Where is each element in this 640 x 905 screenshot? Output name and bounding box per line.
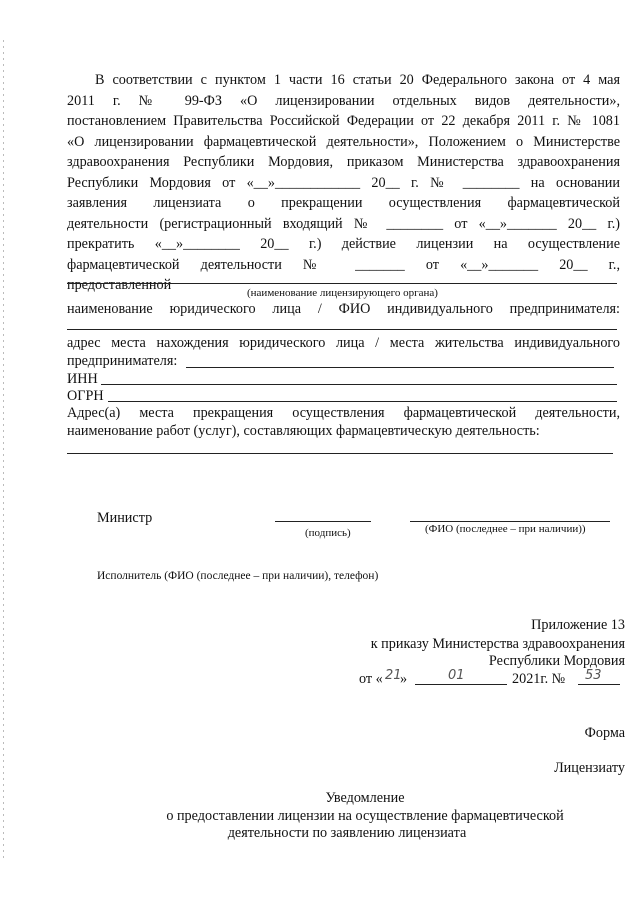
recipient-label: Лицензиату: [554, 760, 625, 776]
licensing-org-line: [67, 283, 617, 284]
executor-label: Исполнитель (ФИО (последнее – при наличии), телефон): [97, 570, 379, 582]
body-line: прекратить «__»________ 20__ г.) действие лицензии на осуществление: [67, 236, 620, 252]
notice-title: Уведомление: [325, 790, 405, 806]
entity-label: наименование юридического лица / ФИО индивидуального предпринимателя:: [67, 301, 620, 317]
termination-label: Адрес(а) места прекращения осуществления фармацевтической деятельности,: [67, 405, 620, 421]
body-line: здравоохранения Республики Мордовия, приказом Министерства здравоохранения: [67, 154, 620, 170]
date-prefix: от «: [359, 671, 383, 687]
address-label-cont: предпринимателя:: [67, 353, 178, 369]
signature-caption: (подпись): [305, 527, 351, 539]
appendix-title: Приложение 13: [531, 617, 625, 633]
ogrn-label: ОГРН: [67, 388, 104, 404]
fio-caption: (ФИО (последнее – при наличии)): [425, 523, 586, 535]
minister-label: Министр: [97, 510, 153, 526]
notice-subtitle-cont: деятельности по заявлению лицензиата: [227, 825, 467, 841]
body-line: постановлением Правительства Российской Федерации от 22 декабря 2011 г. № 1081: [67, 113, 620, 129]
termination-label-cont: наименование работ (услуг), составляющих фармацевтическую деятельность:: [67, 423, 540, 439]
date-day-close: »: [400, 671, 408, 687]
inn-label: ИНН: [67, 371, 98, 387]
termination-line: [67, 453, 613, 454]
notice-subtitle: о предоставлении лицензии на осуществление фармацевтической: [166, 808, 564, 824]
date-number: 53: [585, 668, 602, 683]
licensing-org-caption: (наименование лицензирующего органа): [247, 287, 438, 299]
date-month: 01: [448, 668, 465, 683]
body-line: Республики Мордовия от «__»____________ 20__ г. № ________ на основании: [67, 175, 620, 191]
ogrn-line: [108, 401, 617, 402]
date-day: 21: [385, 668, 402, 683]
body-line: «О лицензировании фармацевтической деятельности», Положением о Министерстве: [67, 134, 620, 150]
body-line: деятельности (регистрационный входящий № ________ от «__»_______ 20__ г.): [67, 216, 620, 232]
body-line: предоставленной: [67, 277, 172, 293]
body-line: 2011 г. № 99-ФЗ «О лицензировании отдельных видов деятельности»,: [67, 93, 620, 109]
body-line: фармацевтической деятельности № _______ от «__»_______ 20__ г.,: [67, 257, 620, 273]
date-month-line: [415, 684, 507, 685]
form-label: Форма: [584, 725, 625, 741]
body-line: В соответствии с пунктом 1 части 16 статьи 20 Федерального закона от 4 мая: [95, 72, 620, 88]
address-label: адрес места нахождения юридического лица / места жительства индивидуального: [67, 335, 620, 351]
entity-line: [67, 329, 617, 330]
appendix-order: к приказу Министерства здравоохранения: [370, 636, 625, 652]
date-number-line: [578, 684, 620, 685]
date-year: 2021г. №: [512, 671, 566, 687]
address-line: [186, 367, 614, 368]
scan-edge-marks: [3, 40, 4, 860]
body-line: заявления лицензиата о прекращении осуществления фармацевтической: [67, 195, 620, 211]
signature-line: [275, 521, 371, 522]
inn-line: [101, 384, 617, 385]
fio-line: [410, 521, 610, 522]
appendix-republic: Республики Мордовия: [488, 653, 625, 669]
